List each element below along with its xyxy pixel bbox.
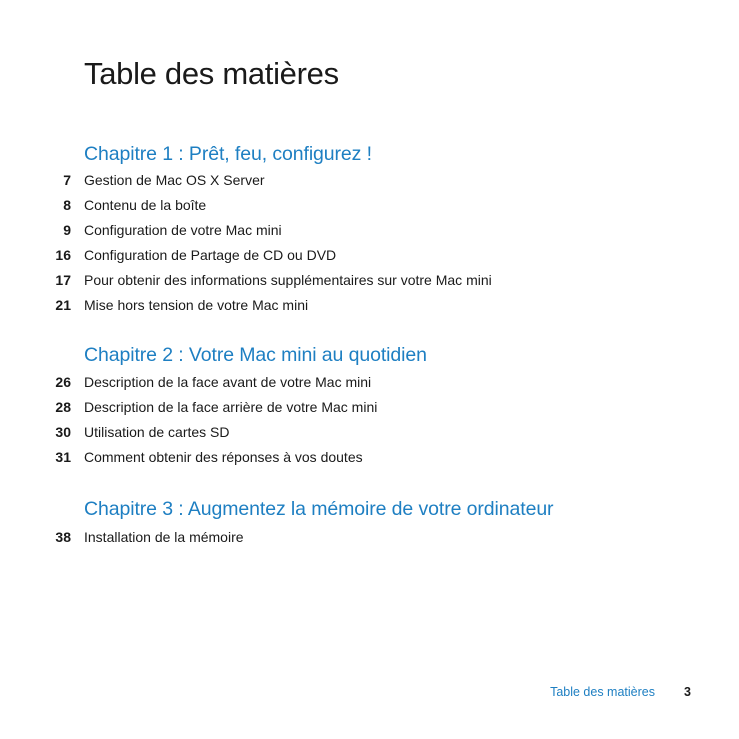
toc-page-number: 38 [55, 529, 71, 545]
toc-entry[interactable] [0, 397, 739, 417]
toc-page-number: 9 [63, 222, 71, 238]
toc-entry-title: Gestion de Mac OS X Server [84, 172, 265, 188]
toc-entry-title: Contenu de la boîte [84, 197, 207, 213]
toc-page-number: 30 [55, 424, 71, 440]
toc-entry-title: Configuration de Partage de CD ou DVD [84, 247, 337, 263]
toc-entry[interactable] [0, 245, 739, 265]
toc-entry-title: Description de la face arrière de votre Mac mini [84, 399, 378, 415]
toc-page-number: 21 [55, 297, 71, 313]
footer-section-label: Table des matières [550, 685, 655, 699]
toc-entry-title: Installation de la mémoire [84, 529, 244, 545]
toc-entry[interactable] [0, 447, 739, 467]
toc-page-number: 8 [63, 197, 71, 213]
footer-page-number: 3 [684, 685, 691, 699]
toc-entry-title: Mise hors tension de votre Mac mini [84, 297, 309, 313]
toc-entry[interactable] [0, 195, 739, 215]
toc-entry-title: Comment obtenir des réponses à vos doutes [84, 449, 363, 465]
toc-page-number: 26 [55, 374, 71, 390]
toc-entry[interactable] [0, 422, 739, 442]
chapter-heading[interactable]: Chapitre 2 : Votre Mac mini au quotidien [84, 344, 427, 366]
toc-entry-title: Description de la face avant de votre Mac mini [84, 374, 372, 390]
toc-page-number: 16 [55, 247, 71, 263]
toc-page-number: 28 [55, 399, 71, 415]
toc-entry[interactable] [0, 372, 739, 392]
toc-entry[interactable] [0, 295, 739, 315]
toc-entry[interactable] [0, 527, 739, 547]
chapter-heading[interactable]: Chapitre 1 : Prêt, feu, configurez ! [84, 143, 372, 165]
toc-entry[interactable] [0, 170, 739, 190]
page-title: Table des matières [84, 56, 339, 91]
toc-entry-title: Utilisation de cartes SD [84, 424, 230, 440]
chapter-heading[interactable]: Chapitre 3 : Augmentez la mémoire de votre ordinateur [84, 498, 554, 520]
toc-entry[interactable] [0, 270, 739, 290]
toc-page-number: 17 [55, 272, 71, 288]
toc-page-number: 7 [63, 172, 71, 188]
toc-entry[interactable] [0, 220, 739, 240]
toc-entry-title: Pour obtenir des informations supplémentaires sur votre Mac mini [84, 272, 492, 288]
toc-page-number: 31 [55, 449, 71, 465]
toc-entry-title: Configuration de votre Mac mini [84, 222, 282, 238]
